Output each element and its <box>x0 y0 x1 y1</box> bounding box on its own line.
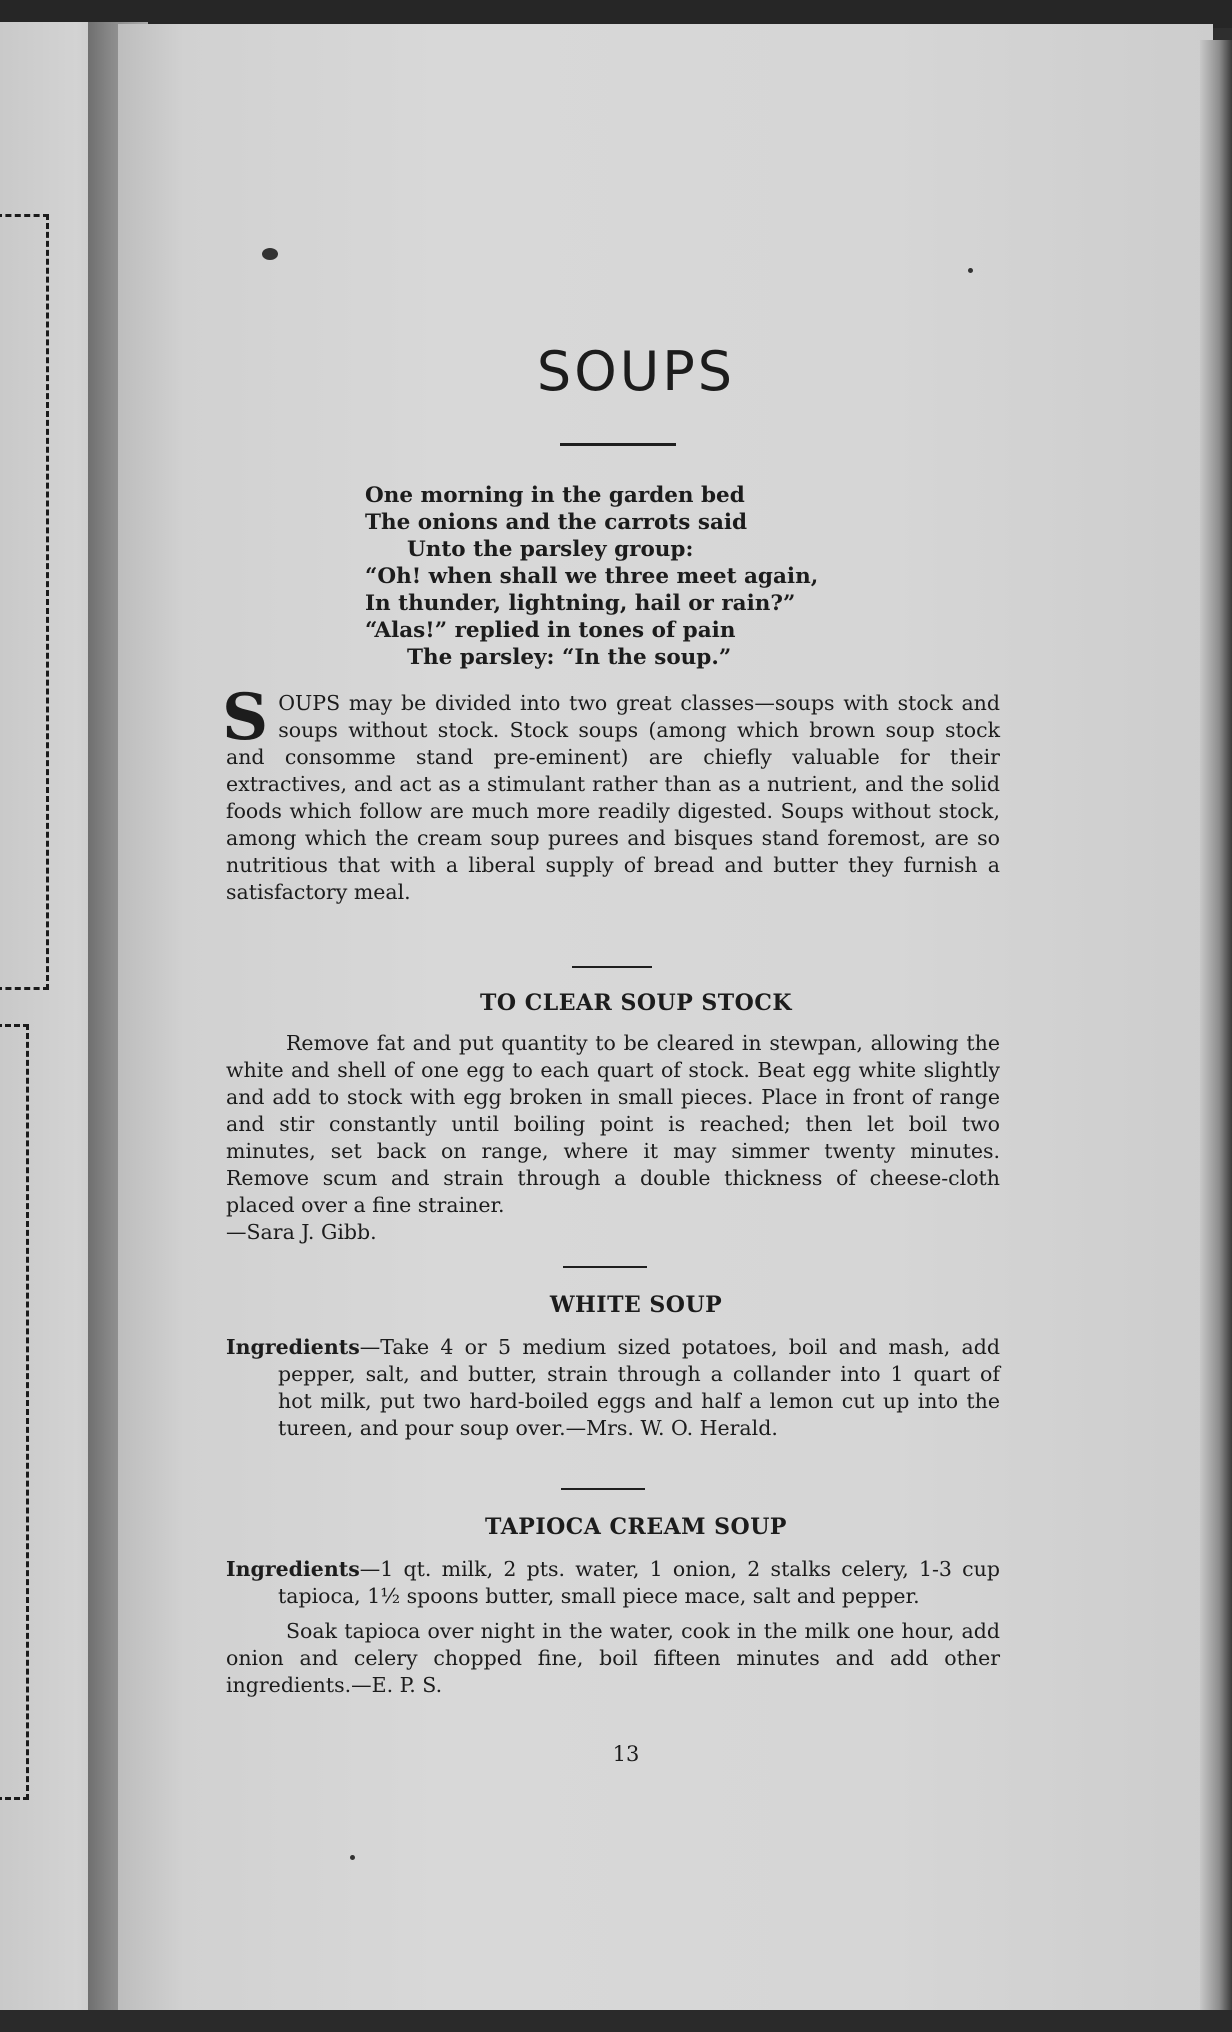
ink-spot <box>350 1855 355 1860</box>
poem <box>365 482 818 671</box>
ink-spot <box>262 248 278 260</box>
ingredients-label: Ingredients <box>226 1557 360 1581</box>
section-rule <box>561 1488 645 1490</box>
poem-line: Unto the parsley group: <box>407 537 694 562</box>
poem-line: “Oh! when shall we three meet again, <box>365 564 819 589</box>
recipe-text: —Take 4 or 5 medium sized potatoes, boil and mash, add pepper, salt, and butter, strain through a collander into 1 quart of hot milk, put two hard-boiled eggs and half a lemon cut up into the tureen, and pour soup over.—Mrs. W. O. Herald. <box>278 1335 1000 1440</box>
intro-paragraph <box>222 680 1000 906</box>
ingredients-label: Ingredients <box>226 1335 360 1359</box>
bottom-background <box>0 2010 1232 2032</box>
recipe-text: —1 qt. milk, 2 pts. water, 1 onion, 2 stalks celery, 1-3 cup tapioca, 1½ spoons butter, small piece mace, salt and pepper. <box>278 1557 1000 1608</box>
poem-line: The onions and the carrots said <box>365 510 748 535</box>
dashed-border-top <box>0 214 49 990</box>
poem-line: In thunder, lightning, hail or rain?” <box>365 591 796 616</box>
page-edge <box>1200 40 1232 2010</box>
poem-line: One morning in the garden bed <box>365 483 745 508</box>
recipe-white-soup <box>226 1334 1000 1442</box>
drop-cap: S <box>222 680 269 755</box>
title-rule <box>560 443 676 446</box>
dashed-border-bottom <box>0 1024 29 1800</box>
ink-spot <box>968 268 973 273</box>
recipe-author: —Sara J. Gibb. <box>226 1220 377 1244</box>
intro-text: OUPS may be divided into two great classes—soups with stock and soups without stock. Stock soups (among which brown soup stock and consomme stand pre-eminent) are chiefly valuable for their extractives, and act as a stimulant rather than as a nutrient, and the solid foods which follow are much more readily digested. Soups without stock, among which the cream soup purees and bisques stand foremost, are so nutritious that with a liberal supply of bread and butter they furnish a satisfactory meal. <box>226 691 1000 904</box>
recipe-text: Remove fat and put quantity to be cleared in stewpan, allowing the white and shell of one egg to each quart of stock. Beat egg white slightly and add to stock with egg broken in small pieces. Place in front of range and stir constantly until boiling point is reached; then let boil two minutes, set back on range, where it may simmer twenty minutes. Remove scum and strain through a double thickness of cheese-cloth placed over a fine strainer. <box>226 1031 1000 1217</box>
recipe-tapioca-cream-soup <box>226 1556 1000 1699</box>
section-rule <box>563 1266 647 1268</box>
section-rule <box>572 966 652 968</box>
page-number: 13 <box>612 1742 640 1766</box>
page-title: SOUPS <box>536 340 736 403</box>
recipe-heading: TO CLEAR SOUP STOCK <box>480 990 792 1016</box>
book-page <box>118 24 1213 2010</box>
recipe-clear-soup-stock <box>226 1030 1000 1246</box>
poem-line: The parsley: “In the soup.” <box>407 645 732 670</box>
poem-line: “Alas!” replied in tones of pain <box>365 618 736 643</box>
recipe-heading: WHITE SOUP <box>549 1292 723 1318</box>
recipe-heading: TAPIOCA CREAM SOUP <box>485 1514 787 1540</box>
recipe-method: Soak tapioca over night in the water, cook in the milk one hour, add onion and celery chopped fine, boil fifteen minutes and add other ingredients.—E. P. S. <box>226 1619 1000 1697</box>
